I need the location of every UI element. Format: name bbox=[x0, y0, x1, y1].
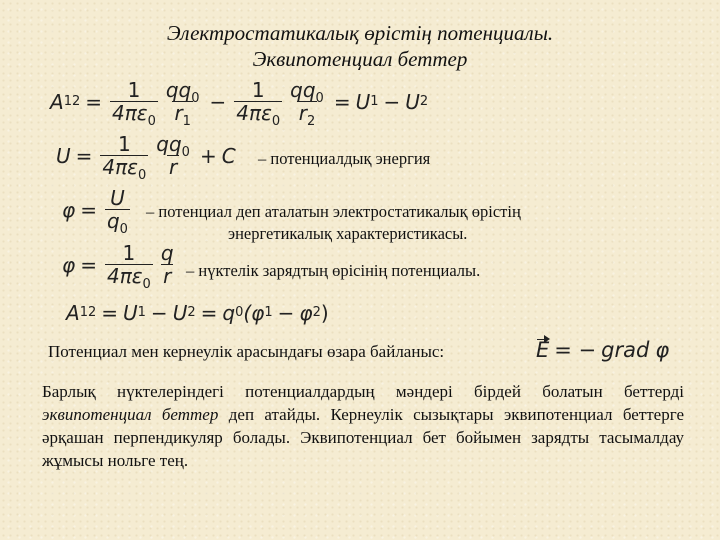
vector-e: E bbox=[536, 338, 550, 362]
formula-point-charge-potential: φ = $\frac{1}{4\pi\varepsilon_0}$ $\frac{q}{r}$ bbox=[62, 241, 174, 292]
relation-caption: Потенциал мен кернеулік арасындағы өзара байланыс: bbox=[48, 342, 445, 361]
formula-potential-energy: U = $\frac{1}{4\pi\varepsilon_0}$ $\frac{qq_0}{r}$ + C bbox=[56, 132, 236, 183]
slide-title-line2: Эквипотенциал беттер bbox=[252, 47, 468, 71]
formula-field-gradient: E = − grad φ bbox=[536, 338, 670, 362]
formula-work-potential-difference: A 12 = U 1 − U 2 = q 0 (φ 1 − φ 2 ) bbox=[66, 301, 329, 325]
term-equipotential-surfaces: эквипотенциал беттер bbox=[42, 405, 219, 424]
formula-potential-definition: φ = $\frac{U}{q_0}$ bbox=[62, 186, 128, 237]
note-potential-energy: – потенциалдық энергия bbox=[258, 149, 431, 168]
formula-work-a12: A 12 = $\frac{1}{4\pi\varepsilon_0}$ $\frac{qq_0}{r_1}$ − $\frac{1}{4\pi\varepsilon_0}$ $\frac{qq_0}{r_2}$ = U 1 − U 2 bbox=[50, 78, 429, 129]
equipotential-paragraph: Барлық нүктелеріндегі потенциалдардың мәндері бірдей болатын беттерді эквипотенциал беттер деп атайды. Кернеулік сызықтары эквипотенциал беттерге әрқашан перпендикуляр болады. Эквипотенциал бет бойымен зарядты тасымалдау жұмысы нольге тең. bbox=[42, 382, 684, 470]
slide-title-line1: Электростатикалық өрістің потенциалы. bbox=[166, 21, 554, 45]
note-potential-definition-line1: – потенциал деп аталатын электростатикалық өрістің bbox=[146, 202, 521, 221]
note-point-charge-potential: – нүктелік зарядтың өрісінің потенциалы. bbox=[186, 261, 481, 280]
note-potential-definition-line2: энергетикалық характеристикасы. bbox=[228, 224, 468, 243]
